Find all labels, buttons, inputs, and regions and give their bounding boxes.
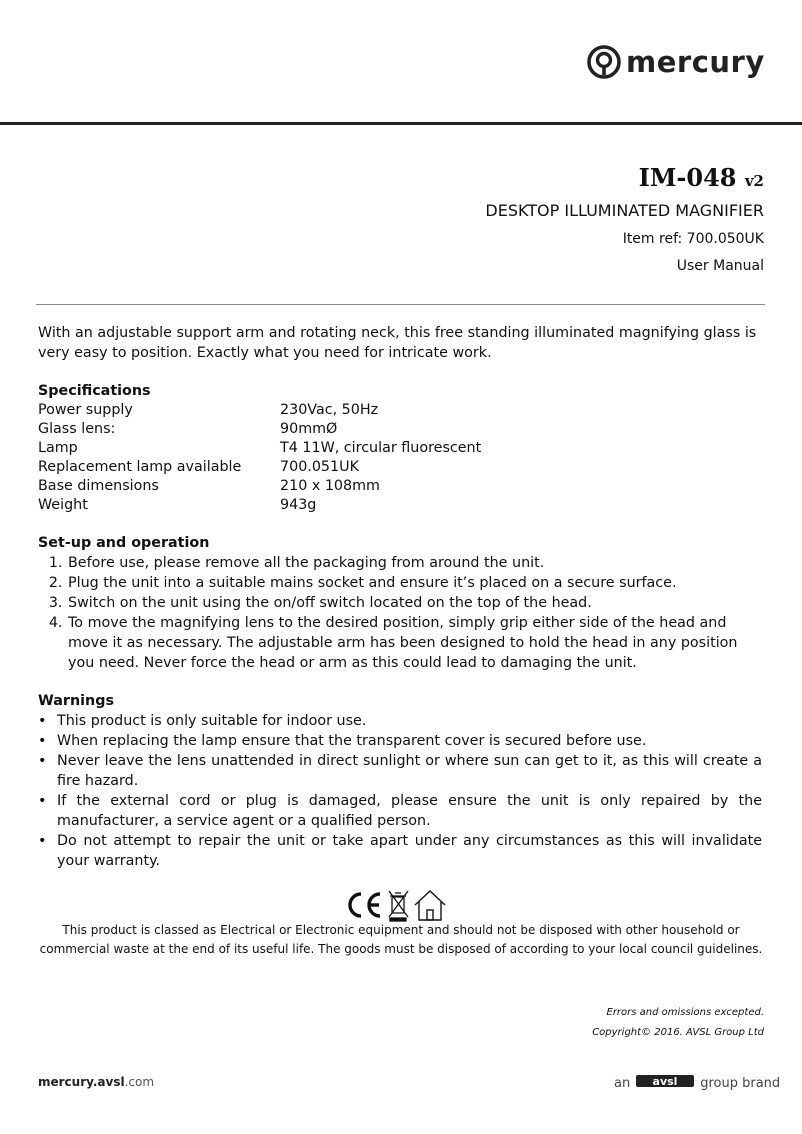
avsl-logo	[636, 1071, 694, 1095]
copyright: Copyright© 2016. AVSL Group Ltd	[592, 1027, 764, 1038]
footer-url-domain: mercury.avsl	[38, 1075, 125, 1089]
warnings-list	[38, 711, 762, 871]
spec-label: Power supply	[38, 402, 133, 418]
indoor-use-house-icon	[415, 891, 445, 920]
avsl-logo-mark	[636, 1071, 694, 1091]
errors-excepted: Errors and omissions excepted.	[606, 1007, 764, 1018]
specifications-heading: Specifications	[38, 383, 151, 399]
spec-value: 943g	[280, 497, 317, 513]
model-version: v2	[744, 172, 764, 190]
spec-label: Base dimensions	[38, 478, 159, 494]
setup-steps	[38, 553, 762, 673]
spec-value: 210 x 108mm	[280, 478, 380, 494]
setup-step: 3. Switch on the unit using the on/off switch located on the top of the head.	[67, 593, 762, 613]
warning-item: • This product is only suitable for indoor use.	[57, 711, 762, 731]
spec-label: Replacement lamp available	[38, 459, 242, 475]
compliance-symbols	[344, 887, 448, 923]
model-number	[639, 163, 764, 192]
ce-mark-icon	[350, 894, 380, 916]
product-title: DESKTOP ILLUMINATED MAGNIFIER	[485, 201, 764, 220]
brand-prefix: an	[614, 1075, 631, 1091]
spec-value: 230Vac, 50Hz	[280, 402, 379, 418]
spec-label: Lamp	[38, 440, 78, 456]
spec-row	[38, 439, 481, 458]
section-divider	[36, 304, 765, 305]
disposal-notice: This product is classed as Electrical or Electronic equipment and should not be disposed with other household or commercial waste at the end of its useful life. The goods must be disposed of according to your local council guidelines.	[39, 923, 763, 956]
footer-website[interactable]	[38, 1075, 154, 1089]
intro-paragraph: With an adjustable support arm and rotating neck, this free standing illuminated magnifying glass is very easy to position. Exactly what you need for intricate work.	[38, 325, 757, 361]
spec-row	[38, 477, 481, 496]
setup-step: 1. Before use, please remove all the packaging from around the unit.	[67, 553, 762, 573]
spec-value: 90mmØ	[280, 421, 338, 437]
spec-label: Weight	[38, 497, 88, 513]
footer-url-tld: .com	[124, 1075, 155, 1089]
setup-step: 2. Plug the unit into a suitable mains socket and ensure it’s placed on a secure surface.	[67, 573, 762, 593]
header-divider	[0, 122, 802, 125]
legal-notice	[592, 1003, 764, 1043]
brand-suffix: group brand	[700, 1075, 781, 1091]
brand-name: mercury	[626, 45, 765, 79]
spec-label: Glass lens:	[38, 421, 116, 437]
item-reference: Item ref: 700.050UK	[622, 231, 764, 247]
warning-item: • Do not attempt to repair the unit or take apart under any circumstances as this will invalidate your warranty.	[57, 831, 762, 871]
spec-row	[38, 401, 481, 420]
spec-value: T4 11W, circular fluorescent	[280, 440, 482, 456]
spec-value: 700.051UK	[280, 459, 359, 475]
mercury-logo-icon	[586, 44, 622, 80]
warning-item: • Never leave the lens unattended in direct sunlight or where sun can get to it, as this will create a fire hazard.	[57, 751, 762, 791]
mercury-logo	[586, 42, 765, 82]
manual-body	[38, 323, 762, 871]
spec-row	[38, 496, 481, 515]
weee-bin-icon	[389, 891, 408, 921]
warning-item: • When replacing the lamp ensure that the transparent cover is secured before use.	[57, 731, 762, 751]
footer-group-brand	[614, 1071, 780, 1095]
warnings-heading: Warnings	[38, 693, 114, 709]
specifications-table	[38, 401, 481, 515]
document-type: User Manual	[676, 258, 764, 274]
spec-row	[38, 458, 481, 477]
spec-row	[38, 420, 481, 439]
setup-heading: Set-up and operation	[38, 535, 210, 551]
warning-item: • If the external cord or plug is damaged, please ensure the unit is only repaired by the manufacturer, a service agent or a qualified person.	[57, 791, 762, 831]
setup-step: 4. To move the magnifying lens to the desired position, simply grip either side of the head and move it as necessary. The adjustable arm has been designed to hold the head in any position you need. Never force the head or arm as this could lead to damaging the unit.	[67, 613, 762, 673]
model-code: IM-048	[638, 163, 737, 192]
avsl-logo-text: avsl	[652, 1075, 678, 1088]
